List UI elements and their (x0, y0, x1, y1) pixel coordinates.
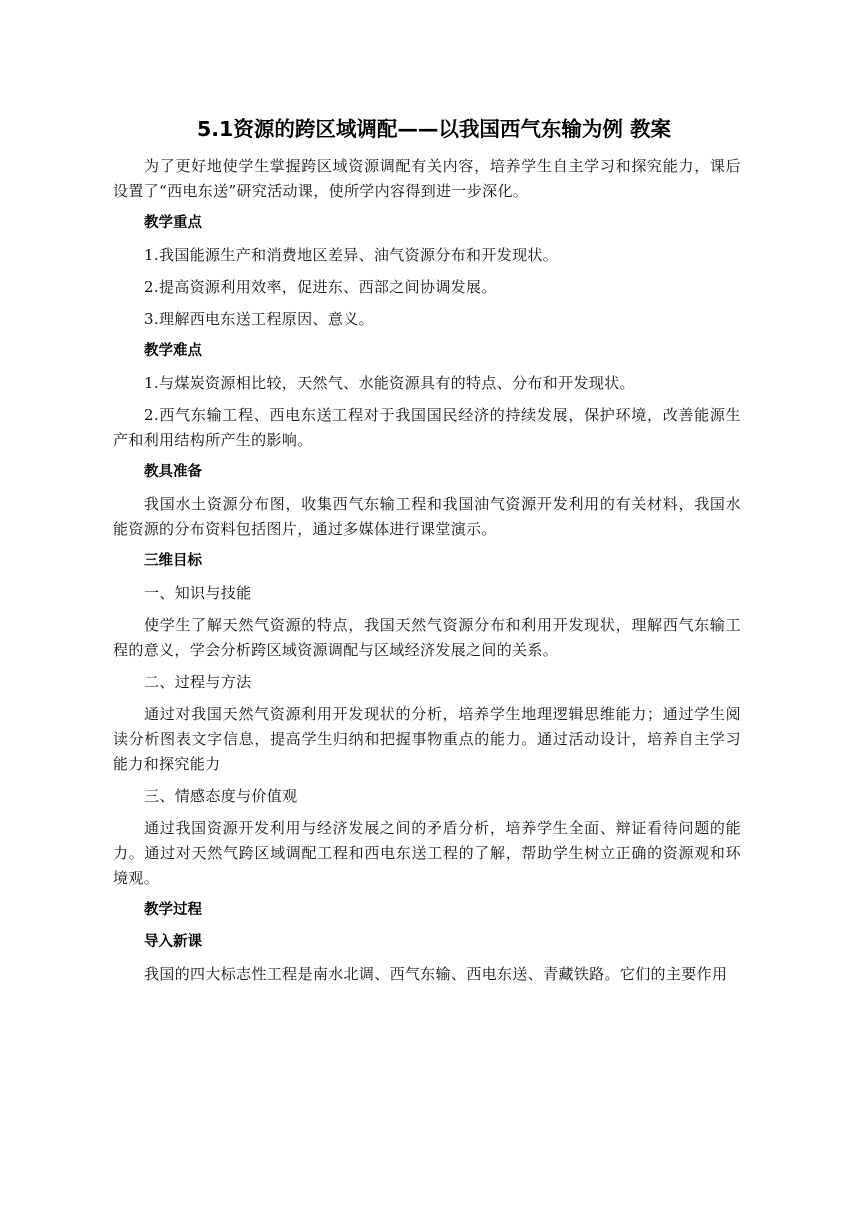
emotion-paragraph: 通过我国资源开发利用与经济发展之间的矛盾分析，培养学生全面、辩证看待问题的能力。通过对天然气跨区域调配工程和西电东送工程的了解，帮助学生树立正确的资源观和环境观。 (113, 819, 741, 887)
intro-paragraph: 为了更好地使学生掌握跨区域资源调配有关内容，培养学生自主学习和探究能力，课后设置了“西电东送”研究活动课，使所学内容得到进一步深化。 (113, 157, 741, 200)
materials-paragraph: 我国水土资源分布图，收集西气东输工程和我国油气资源开发利用的有关材料，我国水能资源的分布资料包括图片，通过多媒体进行课堂演示。 (113, 495, 741, 538)
lesson-intro-heading: 导入新课 (144, 934, 202, 950)
teaching-process-heading: 教学过程 (144, 902, 202, 918)
materials-heading: 教具准备 (144, 464, 202, 480)
lesson-intro-paragraph: 我国的四大标志性工程是南水北调、西气东输、西电东送、青藏铁路。它们的主要作用 (144, 965, 728, 983)
key-point-item: 3.理解西电东送工程原因、意义。 (144, 310, 374, 328)
key-point-item: 2.提高资源利用效率，促进东、西部之间协调发展。 (144, 278, 497, 296)
knowledge-subheading: 一、知识与技能 (144, 584, 252, 602)
document-body (113, 114, 741, 994)
difficulties-heading: 教学难点 (144, 343, 202, 359)
process-method-paragraph: 通过对我国天然气资源利用开发现状的分析，培养学生地理逻辑思维能力；通过学生阅读分析图表文字信息，提高学生归纳和把握事物重点的能力。通过活动设计，培养自主学习能力和探究能力 (113, 705, 741, 773)
key-points-heading: 教学重点 (144, 215, 202, 231)
emotion-subheading: 三、情感态度与价值观 (144, 787, 298, 805)
knowledge-paragraph: 使学生了解天然气资源的特点，我国天然气资源分布和利用开发现状，理解西气东输工程的意义，学会分析跨区域资源调配与区域经济发展之间的关系。 (113, 616, 741, 659)
difficulty-item: 2.西气东输工程、西电东送工程对于我国国民经济的持续发展，保护环境，改善能源生产和利用结构所产生的影响。 (113, 406, 741, 449)
objectives-heading: 三维目标 (144, 553, 202, 569)
document-title: 5.1资源的跨区域调配——以我国西气东输为例 教案 (197, 117, 671, 141)
difficulty-item: 1.与煤炭资源相比较，天然气、水能资源具有的特点、分布和开发现状。 (144, 374, 635, 392)
process-method-subheading: 二、过程与方法 (144, 673, 252, 691)
key-point-item: 1.我国能源生产和消费地区差异、油气资源分布和开发现状。 (144, 246, 559, 264)
